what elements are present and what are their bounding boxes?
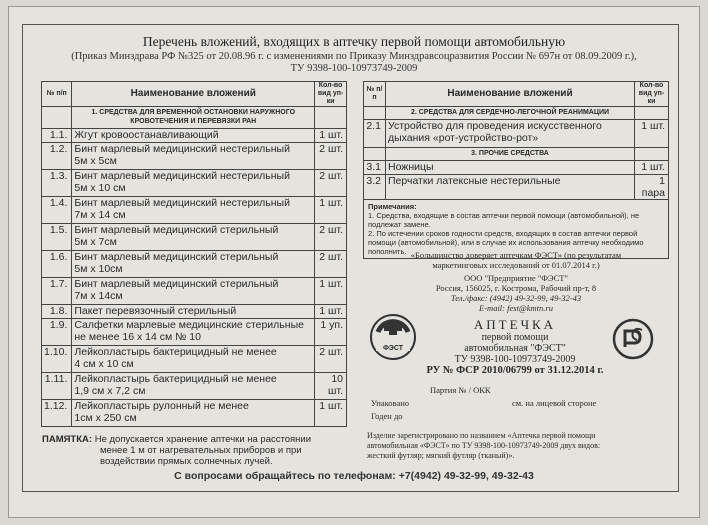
table-row: 1.8. Пакет перевязочный стерильный 1 шт. — [42, 305, 347, 319]
packed-note: см. на лицевой стороне — [512, 398, 597, 408]
col-num-header: № п/п — [42, 82, 72, 107]
product-registration: РУ № ФСР 2010/06799 от 31.12.2014 г. — [426, 365, 604, 376]
table-row: 1.9. Салфетки марлевые медицинские стерильные не менее 16 х 14 см № 10 1 уп. — [42, 319, 347, 346]
company-name: ООО "Предприятие "ФЭСТ" — [464, 273, 568, 283]
fest-logo: ФЭСТ — [368, 312, 418, 362]
valid-until-label: Годен до — [371, 411, 403, 421]
table-row: 1.3. Бинт марлевый медицинский нестерильный 5м х 10 см 2 шт. — [42, 170, 347, 197]
registration-note: Изделие зарегистрировано по названием «Аптечка первой помощи автомобильная «ФЭСТ» по ТУ 9398-100-10973749-2009 двух видов: жесткий футляр; мягкий футляр (тканый)». — [367, 431, 601, 460]
batch-line: Партия № / ОКК — [430, 385, 491, 395]
product-tu: ТУ 9398-100-10973749-2009 — [454, 354, 576, 365]
table-row: 1.6. Бинт марлевый медицинский стерильный 5м х 10см 2 шт. — [42, 251, 347, 278]
product-title: АПТЕЧКА — [473, 317, 557, 332]
company-tel: Тел./факс: (4942) 49-32-99, 49-32-43 — [450, 293, 582, 303]
table-row: 1.1. Жгут кровоостанавливающий 1 шт. — [42, 129, 347, 143]
section-2-title: 2. СРЕДСТВА ДЛЯ СЕРДЕЧНО-ЛЕГОЧНОЙ РЕАНИМАЦИИ — [385, 107, 634, 120]
memo-label: ПАМЯТКА: — [42, 434, 93, 445]
section-1-title: 1. СРЕДСТВА ДЛЯ ВРЕМЕННОЙ ОСТАНОВКИ НАРУЖНОГО КРОВОТЕЧЕНИЯ И ПЕРЕВЯЗКИ РАН — [72, 107, 315, 129]
right-contents-table — [363, 81, 669, 259]
col-name-header: Наименование вложений — [385, 82, 634, 107]
header-tu-line: ТУ 9398-100-10973749-2009 — [290, 63, 418, 74]
header-order-line: (Приказ Минздрава РФ №325 от 20.08.96 г. с изменениями по Приказу Минздравсоцразвития России № 697н от 08.09.2009 г.), — [71, 51, 637, 62]
table-row: 3.2 Перчатки латексные нестерильные 1 пара — [364, 175, 669, 200]
table-row: 2.1 Устройство для проведения искусственного дыхания «рот-устройство-рот» 1 шт. — [364, 120, 669, 148]
section-3-title: 3. ПРОЧИЕ СРЕДСТВА — [385, 148, 634, 161]
col-num-header: № п/п — [364, 82, 386, 107]
col-qty-header: Кол-во вид уп-ки — [635, 82, 669, 107]
table-row: 3.1 Ножницы 1 шт. — [364, 161, 669, 175]
col-name-header: Наименование вложений — [72, 82, 315, 107]
note-2: 2. По истечении сроков годности средств, входящих в состав аптечки первой помощи (автомобильной), или в случае их использования аптечку необходимо пополнить. — [368, 229, 644, 256]
page-title: Перечень вложений, входящих в аптечку первой помощи автомобильную — [142, 34, 566, 49]
phones-line: С вопросами обращайтесь по телефонам: +7(4942) 49-32-99, 49-32-43 — [174, 470, 534, 482]
product-block — [400, 318, 630, 377]
company-address: Россия, 156025, г. Кострома, Рабочий пр-т, 8 — [435, 283, 597, 293]
product-name: автомобильная "ФЭСТ" — [464, 343, 566, 354]
col-qty-header: Кол-во вид уп-ки — [315, 82, 347, 107]
memo-block: ПАМЯТКА: Не допускается хранение аптечки на расстоянии менее 1 м от нагревательных приборов и при воздействии прямых солнечных лучей. — [42, 434, 312, 467]
left-contents-table — [41, 81, 347, 427]
trust-line-1: «Большинство доверяет аптечкам ФЭСТ» (по результатам — [410, 250, 622, 260]
product-subtitle: первой помощи — [481, 332, 549, 343]
note-1: 1. Средства, входящие в состав аптечки первой помощи (автомобильной), не подлежат замене. — [368, 211, 640, 229]
notes-title: Примечания: — [368, 202, 417, 211]
manufacturer-block — [363, 250, 669, 313]
table-row: 1.4. Бинт марлевый медицинский нестерильный 7м х 14 см 1 шт. — [42, 197, 347, 224]
company-email: E-mail: fest@kmtn.ru — [479, 303, 553, 313]
table-row: 1.7. Бинт марлевый медицинский стерильный 7м х 14см 1 шт. — [42, 278, 347, 305]
packed-label: Упаковано — [371, 398, 410, 408]
trust-line-2: маркетинговых исследований от 01.07.2014 г.) — [432, 260, 600, 270]
table-row: 1.12. Лейкопластырь рулонный не менее 1см х 250 см 1 шт. — [42, 400, 347, 427]
table-row: 1.5. Бинт марлевый медицинский стерильный 5м х 7см 2 шт. — [42, 224, 347, 251]
table-row: 1.11. Лейкопластырь бактерицидный не менее 1,9 см х 7,2 см 10 шт. — [42, 373, 347, 400]
table-row: 1.10. Лейкопластырь бактерицидный не менее 4 см х 10 см 2 шт. — [42, 346, 347, 373]
table-row: 1.2. Бинт марлевый медицинский нестерильный 5м х 5см 2 шт. — [42, 143, 347, 170]
